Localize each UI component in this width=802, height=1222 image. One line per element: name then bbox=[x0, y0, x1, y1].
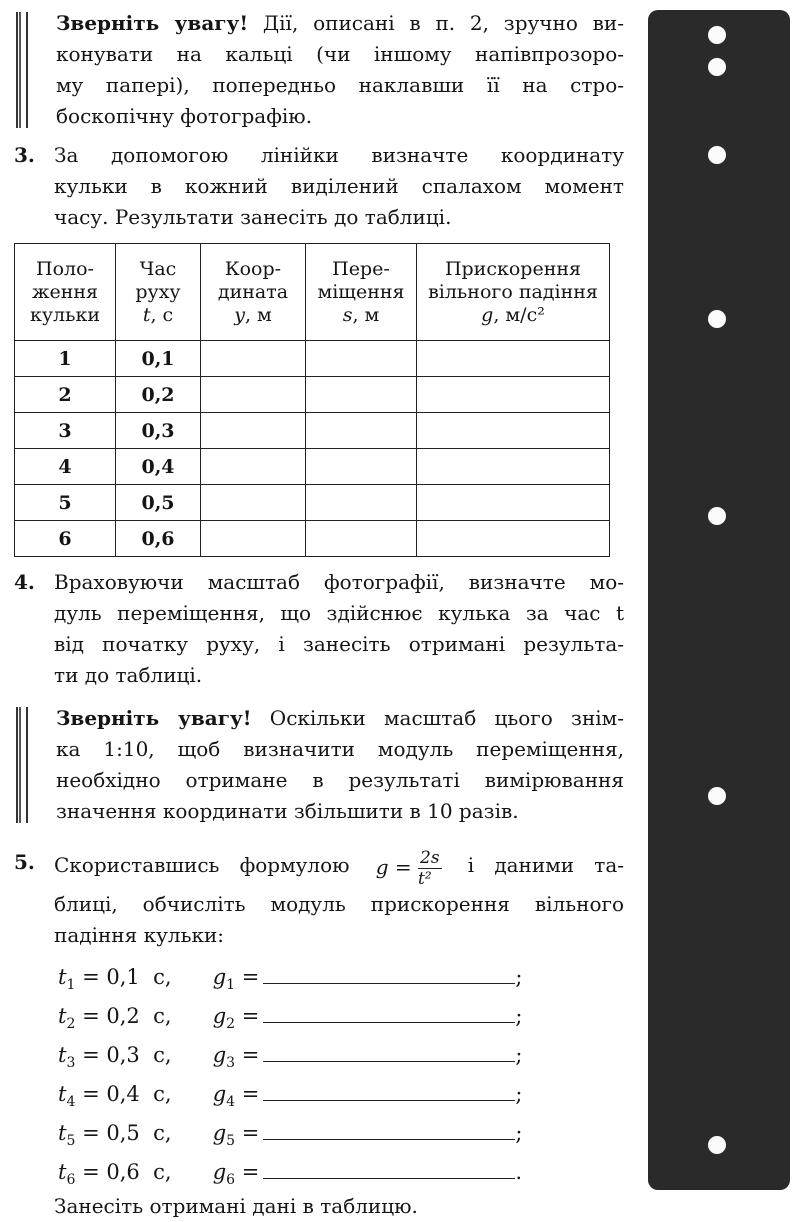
step-line: За допомогою лінійки визначте координату bbox=[54, 143, 624, 167]
table-row bbox=[15, 485, 610, 521]
cell-position: 3 bbox=[15, 413, 116, 449]
results-table bbox=[14, 243, 610, 557]
note-line: боскопічну фотографію. bbox=[56, 104, 313, 128]
step-line: падіння кульки: bbox=[54, 923, 225, 947]
answer-blank[interactable] bbox=[263, 957, 515, 984]
cell-coordinate[interactable] bbox=[201, 377, 306, 413]
ball-flash-dot bbox=[708, 58, 726, 76]
answer-blank[interactable] bbox=[263, 1152, 515, 1179]
formula-fraction: $\frac{2s}{\text{t²}}$ bbox=[418, 847, 440, 889]
formula: g = $\frac{2s}{\text{t²}}$ bbox=[375, 847, 440, 889]
cell-coordinate[interactable] bbox=[201, 485, 306, 521]
answer-blank[interactable] bbox=[263, 1113, 515, 1140]
note-line: Зверніть увагу! Дії, описані в п. 2, зручно ви- bbox=[56, 11, 624, 35]
step-number: 5. bbox=[14, 850, 35, 874]
note-margin-bars bbox=[16, 12, 28, 128]
answer-row: $t_1 = 0,1$ с, $g_1$ = ; bbox=[58, 957, 624, 996]
table-row bbox=[15, 413, 610, 449]
cell-position: 5 bbox=[15, 485, 116, 521]
cell-displacement[interactable] bbox=[306, 377, 417, 413]
note-line: Зверніть увагу! Оскільки масштаб цього знім- bbox=[56, 706, 624, 730]
cell-time: 0,5 bbox=[116, 485, 201, 521]
table-row bbox=[15, 377, 610, 413]
note-line: значення координати збільшити в 10 разів. bbox=[56, 799, 519, 823]
answer-row: $t_2 = 0,2$ с, $g_2$ = ; bbox=[58, 996, 624, 1035]
answer-row: $t_3 = 0,3$ с, $g_3$ = ; bbox=[58, 1035, 624, 1074]
answer-list bbox=[14, 957, 624, 1191]
answer-row: $t_5 = 0,5$ с, $g_5$ = ; bbox=[58, 1113, 624, 1152]
step-line: Враховуючи масштаб фотографії, визначте мо- bbox=[54, 570, 624, 594]
note-line: конувати на кальці (чи іншому напівпрозоро- bbox=[56, 42, 624, 66]
note-line: ка 1:10, щоб визначити модуль переміщення, bbox=[56, 737, 624, 761]
note-margin-bars bbox=[16, 707, 28, 823]
step-5 bbox=[14, 841, 624, 951]
step-line: ти до таблиці. bbox=[54, 663, 203, 687]
attention-note-2 bbox=[14, 703, 624, 827]
cell-acceleration[interactable] bbox=[417, 341, 610, 377]
cell-acceleration[interactable] bbox=[417, 521, 610, 557]
header-coordinate: Коор- дината y, м bbox=[201, 244, 306, 341]
cell-displacement[interactable] bbox=[306, 449, 417, 485]
cell-position: 2 bbox=[15, 377, 116, 413]
cell-acceleration[interactable] bbox=[417, 449, 610, 485]
ball-flash-dot bbox=[708, 787, 726, 805]
ball-flash-dot bbox=[708, 310, 726, 328]
cell-displacement[interactable] bbox=[306, 341, 417, 377]
cell-time: 0,4 bbox=[116, 449, 201, 485]
answer-blank[interactable] bbox=[263, 1074, 515, 1101]
header-position: Поло- ження кульки bbox=[15, 244, 116, 341]
cell-time: 0,3 bbox=[116, 413, 201, 449]
final-instruction: Занесіть отримані дані в таблицю. bbox=[54, 1194, 418, 1218]
header-time: Час руху t, с bbox=[116, 244, 201, 341]
cell-time: 0,6 bbox=[116, 521, 201, 557]
cell-position: 1 bbox=[15, 341, 116, 377]
cell-displacement[interactable] bbox=[306, 413, 417, 449]
step-number: 4. bbox=[14, 570, 35, 594]
table-row bbox=[15, 449, 610, 485]
step-line: блиці, обчисліть модуль прискорення вільного bbox=[54, 892, 624, 916]
step-4 bbox=[14, 567, 624, 691]
cell-position: 4 bbox=[15, 449, 116, 485]
ball-flash-dot bbox=[708, 146, 726, 164]
note-line: му папері), попередньо наклавши її на стро- bbox=[56, 73, 624, 97]
cell-position: 6 bbox=[15, 521, 116, 557]
attention-note-1 bbox=[14, 8, 624, 132]
cell-time: 0,1 bbox=[116, 341, 201, 377]
header-acceleration: Прискорення вільного падіння g, м/с² bbox=[417, 244, 610, 341]
answer-row: $t_6 = 0,6$ с, $g_6$ = . bbox=[58, 1152, 624, 1191]
page-content bbox=[14, 8, 624, 1222]
answer-blank[interactable] bbox=[263, 996, 515, 1023]
cell-coordinate[interactable] bbox=[201, 521, 306, 557]
step-line: кульки в кожний виділений спалахом момент bbox=[54, 174, 624, 198]
ball-flash-dot bbox=[708, 26, 726, 44]
cell-coordinate[interactable] bbox=[201, 449, 306, 485]
cell-displacement[interactable] bbox=[306, 521, 417, 557]
step-line: часу. Результати занесіть до таблиці. bbox=[54, 205, 452, 229]
header-displacement: Пере- міщення s, м bbox=[306, 244, 417, 341]
ball-flash-dot bbox=[708, 507, 726, 525]
cell-time: 0,2 bbox=[116, 377, 201, 413]
cell-displacement[interactable] bbox=[306, 485, 417, 521]
cell-acceleration[interactable] bbox=[417, 413, 610, 449]
answer-row: $t_4 = 0,4$ с, $g_4$ = ; bbox=[58, 1074, 624, 1113]
step-number: 3. bbox=[14, 143, 35, 167]
answer-blank[interactable] bbox=[263, 1035, 515, 1062]
step-line: Скориставшись формулою g = $\frac{2s}{\text{t²}}$ і даними та- bbox=[54, 841, 624, 889]
table-header-row bbox=[15, 244, 610, 341]
cell-acceleration[interactable] bbox=[417, 377, 610, 413]
table-row bbox=[15, 341, 610, 377]
step-line: від початку руху, і занесіть отримані результа- bbox=[54, 632, 624, 656]
cell-coordinate[interactable] bbox=[201, 413, 306, 449]
stroboscopic-photo-strip bbox=[648, 10, 790, 1190]
cell-acceleration[interactable] bbox=[417, 485, 610, 521]
ball-flash-dot bbox=[708, 1136, 726, 1154]
step-3 bbox=[14, 140, 624, 233]
step-line: дуль переміщення, що здійснює кулька за час t bbox=[54, 601, 624, 625]
note-line: необхідно отримане в результаті вимірювання bbox=[56, 768, 624, 792]
table-row bbox=[15, 521, 610, 557]
cell-coordinate[interactable] bbox=[201, 341, 306, 377]
